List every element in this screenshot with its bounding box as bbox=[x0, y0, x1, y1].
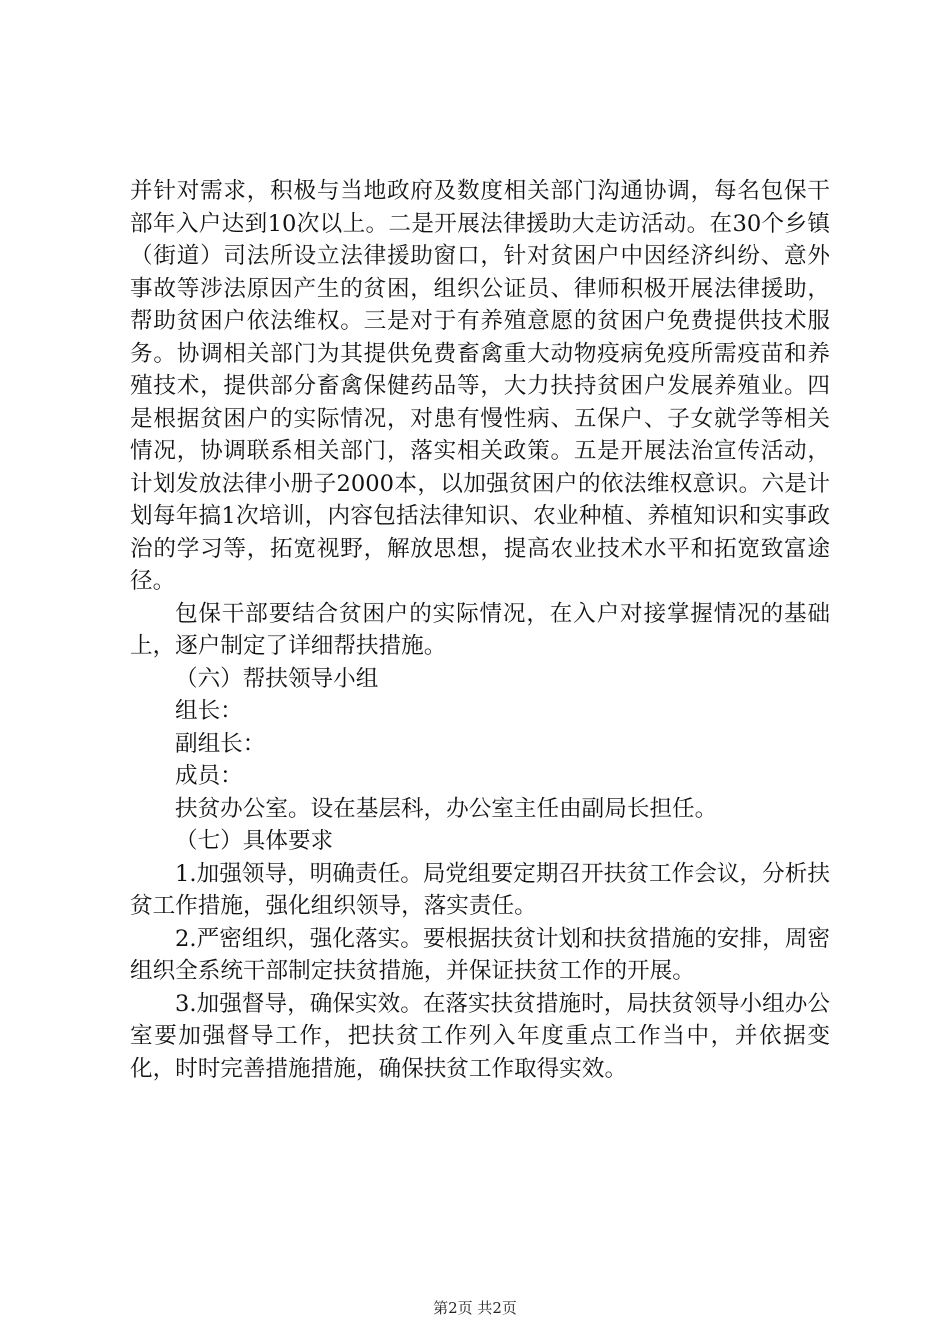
members-line: 成员： bbox=[175, 763, 243, 789]
paragraph-household-measures: 包保干部要结合贫困户的实际情况，在入户对接掌握情况的基础上，逐户制定了详细帮扶措施。 bbox=[130, 600, 830, 659]
page-footer: 第2页 共2页 bbox=[433, 1299, 517, 1317]
requirement-item-3: 3.加强督导，确保实效。在落实扶贫措施时，局扶贫领导小组办公室要加强督导工作，把扶贫工作列入年度重点工作当中，并依据变化，时时完善措施措施，确保扶贫工作取得实效。 bbox=[130, 990, 830, 1082]
section-heading-leading-group: （六）帮扶领导小组 bbox=[175, 665, 379, 692]
document-body bbox=[130, 175, 830, 1085]
requirement-item-2: 2.严密组织，强化落实。要根据扶贫计划和扶贫措施的安排，周密组织全系统干部制定扶贫措施，并保证扶贫工作的开展。 bbox=[130, 925, 830, 984]
group-leader-line: 组长： bbox=[175, 698, 243, 724]
deputy-leader-line: 副组长： bbox=[175, 730, 266, 757]
office-line: 扶贫办公室。设在基层科，办公室主任由副局长担任。 bbox=[175, 795, 718, 822]
requirement-item-1: 1.加强领导，明确责任。局党组要定期召开扶贫工作会议，分析扶贫工作措施，强化组织领导，落实责任。 bbox=[130, 860, 830, 919]
section-heading-requirements: （七）具体要求 bbox=[175, 828, 334, 854]
paragraph-poverty-measures: 并针对需求，积极与当地政府及数度相关部门沟通协调，每名包保干部年入户达到10次以上。二是开展法律援助大走访活动。在30个乡镇（街道）司法所设立法律援助窗口，针对贫困户中因经济纠纷、意外事故等涉法原因产生的贫困，组织公证员、律师积极开展法律援助，帮助贫困户依法维权。三是对于有养殖意愿的贫困户免费提供技术服务。协调相关部门为其提供免费畜禽重大动物疫病免疫所需疫苗和养殖技术，提供部分畜禽保健药品等，大力扶持贫困户发展养殖业。四是根据贫困户的实际情况，对患有慢性病、五保户、子女就学等相关情况，协调联系相关部门，落实相关政策。五是开展法治宣传活动，计划发放法律小册子2000本，以加强贫困户的依法维权意识。六是计划每年搞1次培训，内容包括法律知识、农业种植、养植知识和实事政治的学习等，拓宽视野，解放思想，提高农业技术水平和拓宽致富途径。 bbox=[130, 178, 830, 594]
